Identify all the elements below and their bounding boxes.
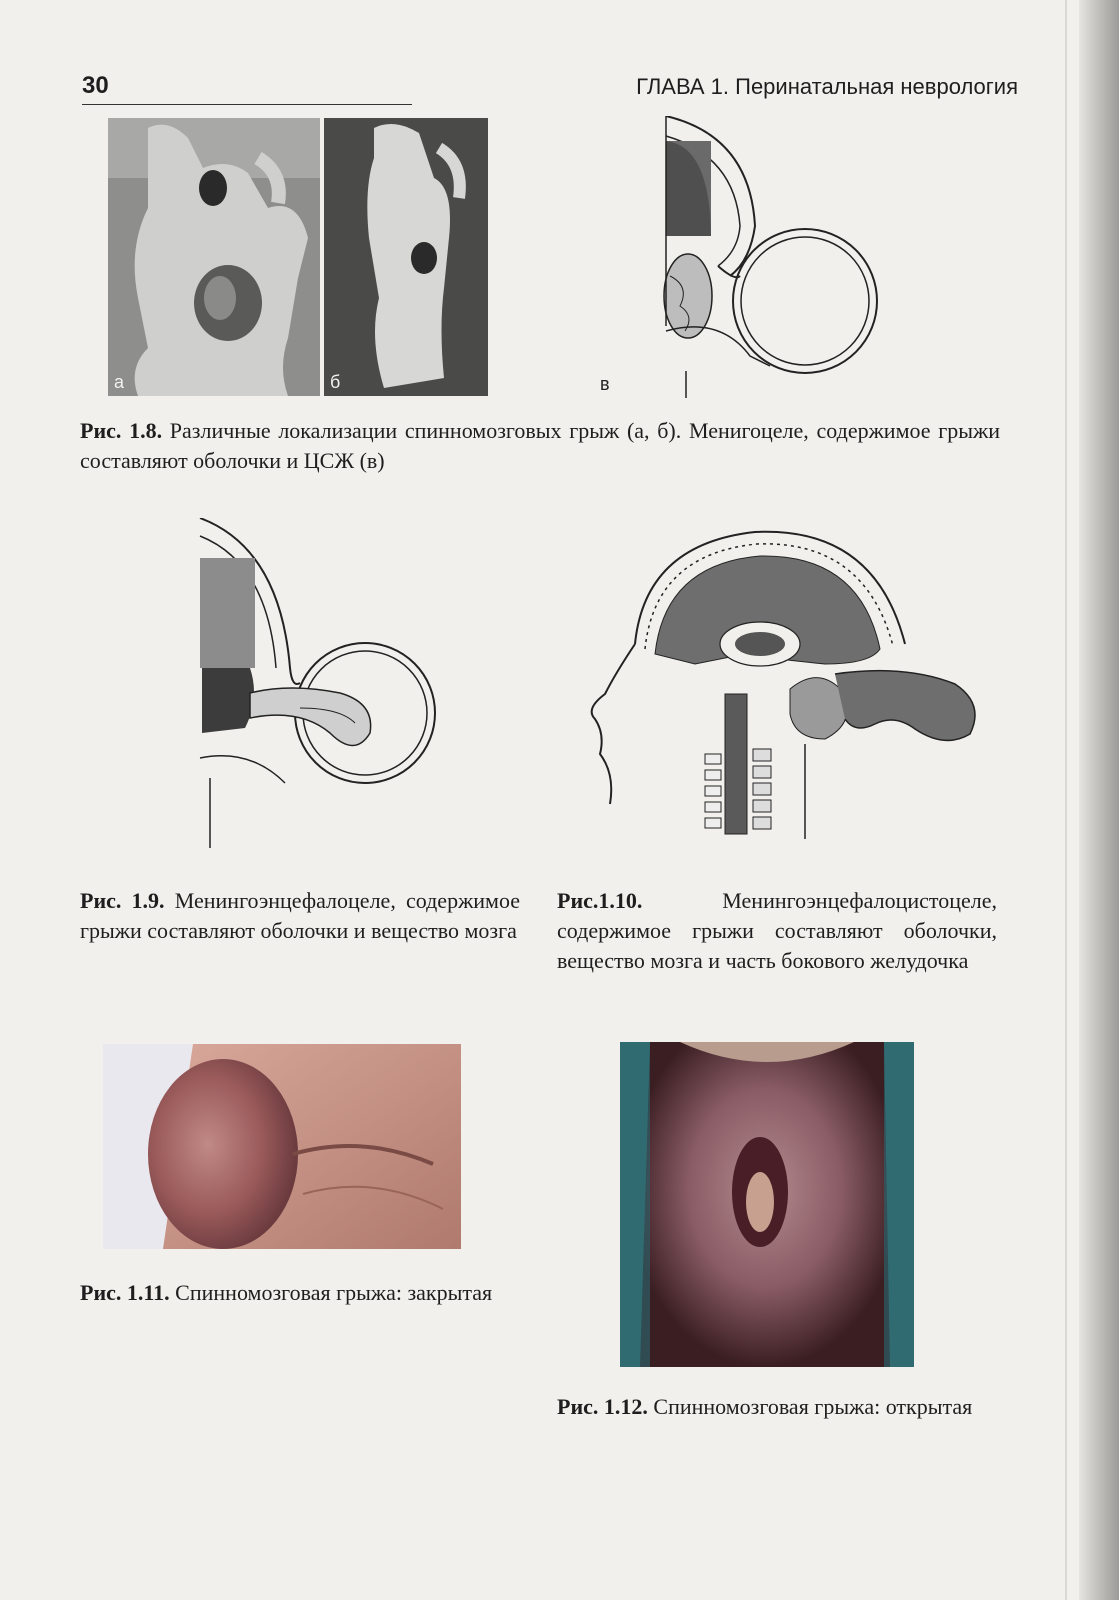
fig-1-8-photo-a [108, 118, 320, 396]
fig-1-12-photo [620, 1042, 914, 1367]
fig-1-11-photo [103, 1044, 461, 1249]
fig-1-10-caption [557, 886, 997, 976]
fig-1-10-text: Менингоэнцефалоцистоцеле, содержимое грыжи составляют оболочки, вещество мозга и часть бокового желудочка [557, 888, 997, 973]
fig-1-12-label: Рис. 1.12. [557, 1394, 648, 1419]
fig-1-10-label: Рис.1.10. [557, 888, 643, 913]
panel-letter-a: а [114, 372, 125, 392]
fig-1-8-caption [80, 416, 1000, 476]
header-rule [82, 104, 412, 105]
panel-letter-c: в [600, 374, 610, 394]
page-edge-line [1065, 0, 1067, 1600]
fig-1-8-text: Различные локализации спинномозговых грыж (а, б). Менигоцеле, содержимое грыжи составляют оболочки и ЦСЖ (в) [80, 418, 1001, 473]
page-edge-shadow [1079, 0, 1119, 1600]
panel-letter-b: б [330, 372, 341, 392]
fig-1-11-label: Рис. 1.11. [80, 1280, 170, 1305]
fig-1-8-diagram-c [600, 116, 900, 398]
fig-1-10-diagram [575, 524, 1005, 844]
fig-1-12-caption [557, 1392, 997, 1422]
fig-1-8-photo-b [324, 118, 488, 396]
fig-1-11-caption [80, 1278, 520, 1308]
fig-1-8-label: Рис. 1.8. [80, 418, 163, 443]
fig-1-9-caption [80, 886, 520, 946]
fig-1-12-text: Спинномозговая грыжа: открытая [653, 1394, 973, 1419]
fig-1-9-text: Менингоэнцефалоцеле, содержимое грыжи составляют оболочки и вещество мозга [80, 888, 520, 943]
fig-1-11-text: Спинномозговая грыжа: закрытая [175, 1280, 493, 1305]
fig-1-9-diagram [190, 518, 450, 848]
page-header [82, 72, 1018, 104]
page-number: 30 [82, 72, 109, 99]
fig-1-9-label: Рис. 1.9. [80, 888, 165, 913]
chapter-title: ГЛАВА 1. Перинатальная неврология [636, 74, 1018, 99]
